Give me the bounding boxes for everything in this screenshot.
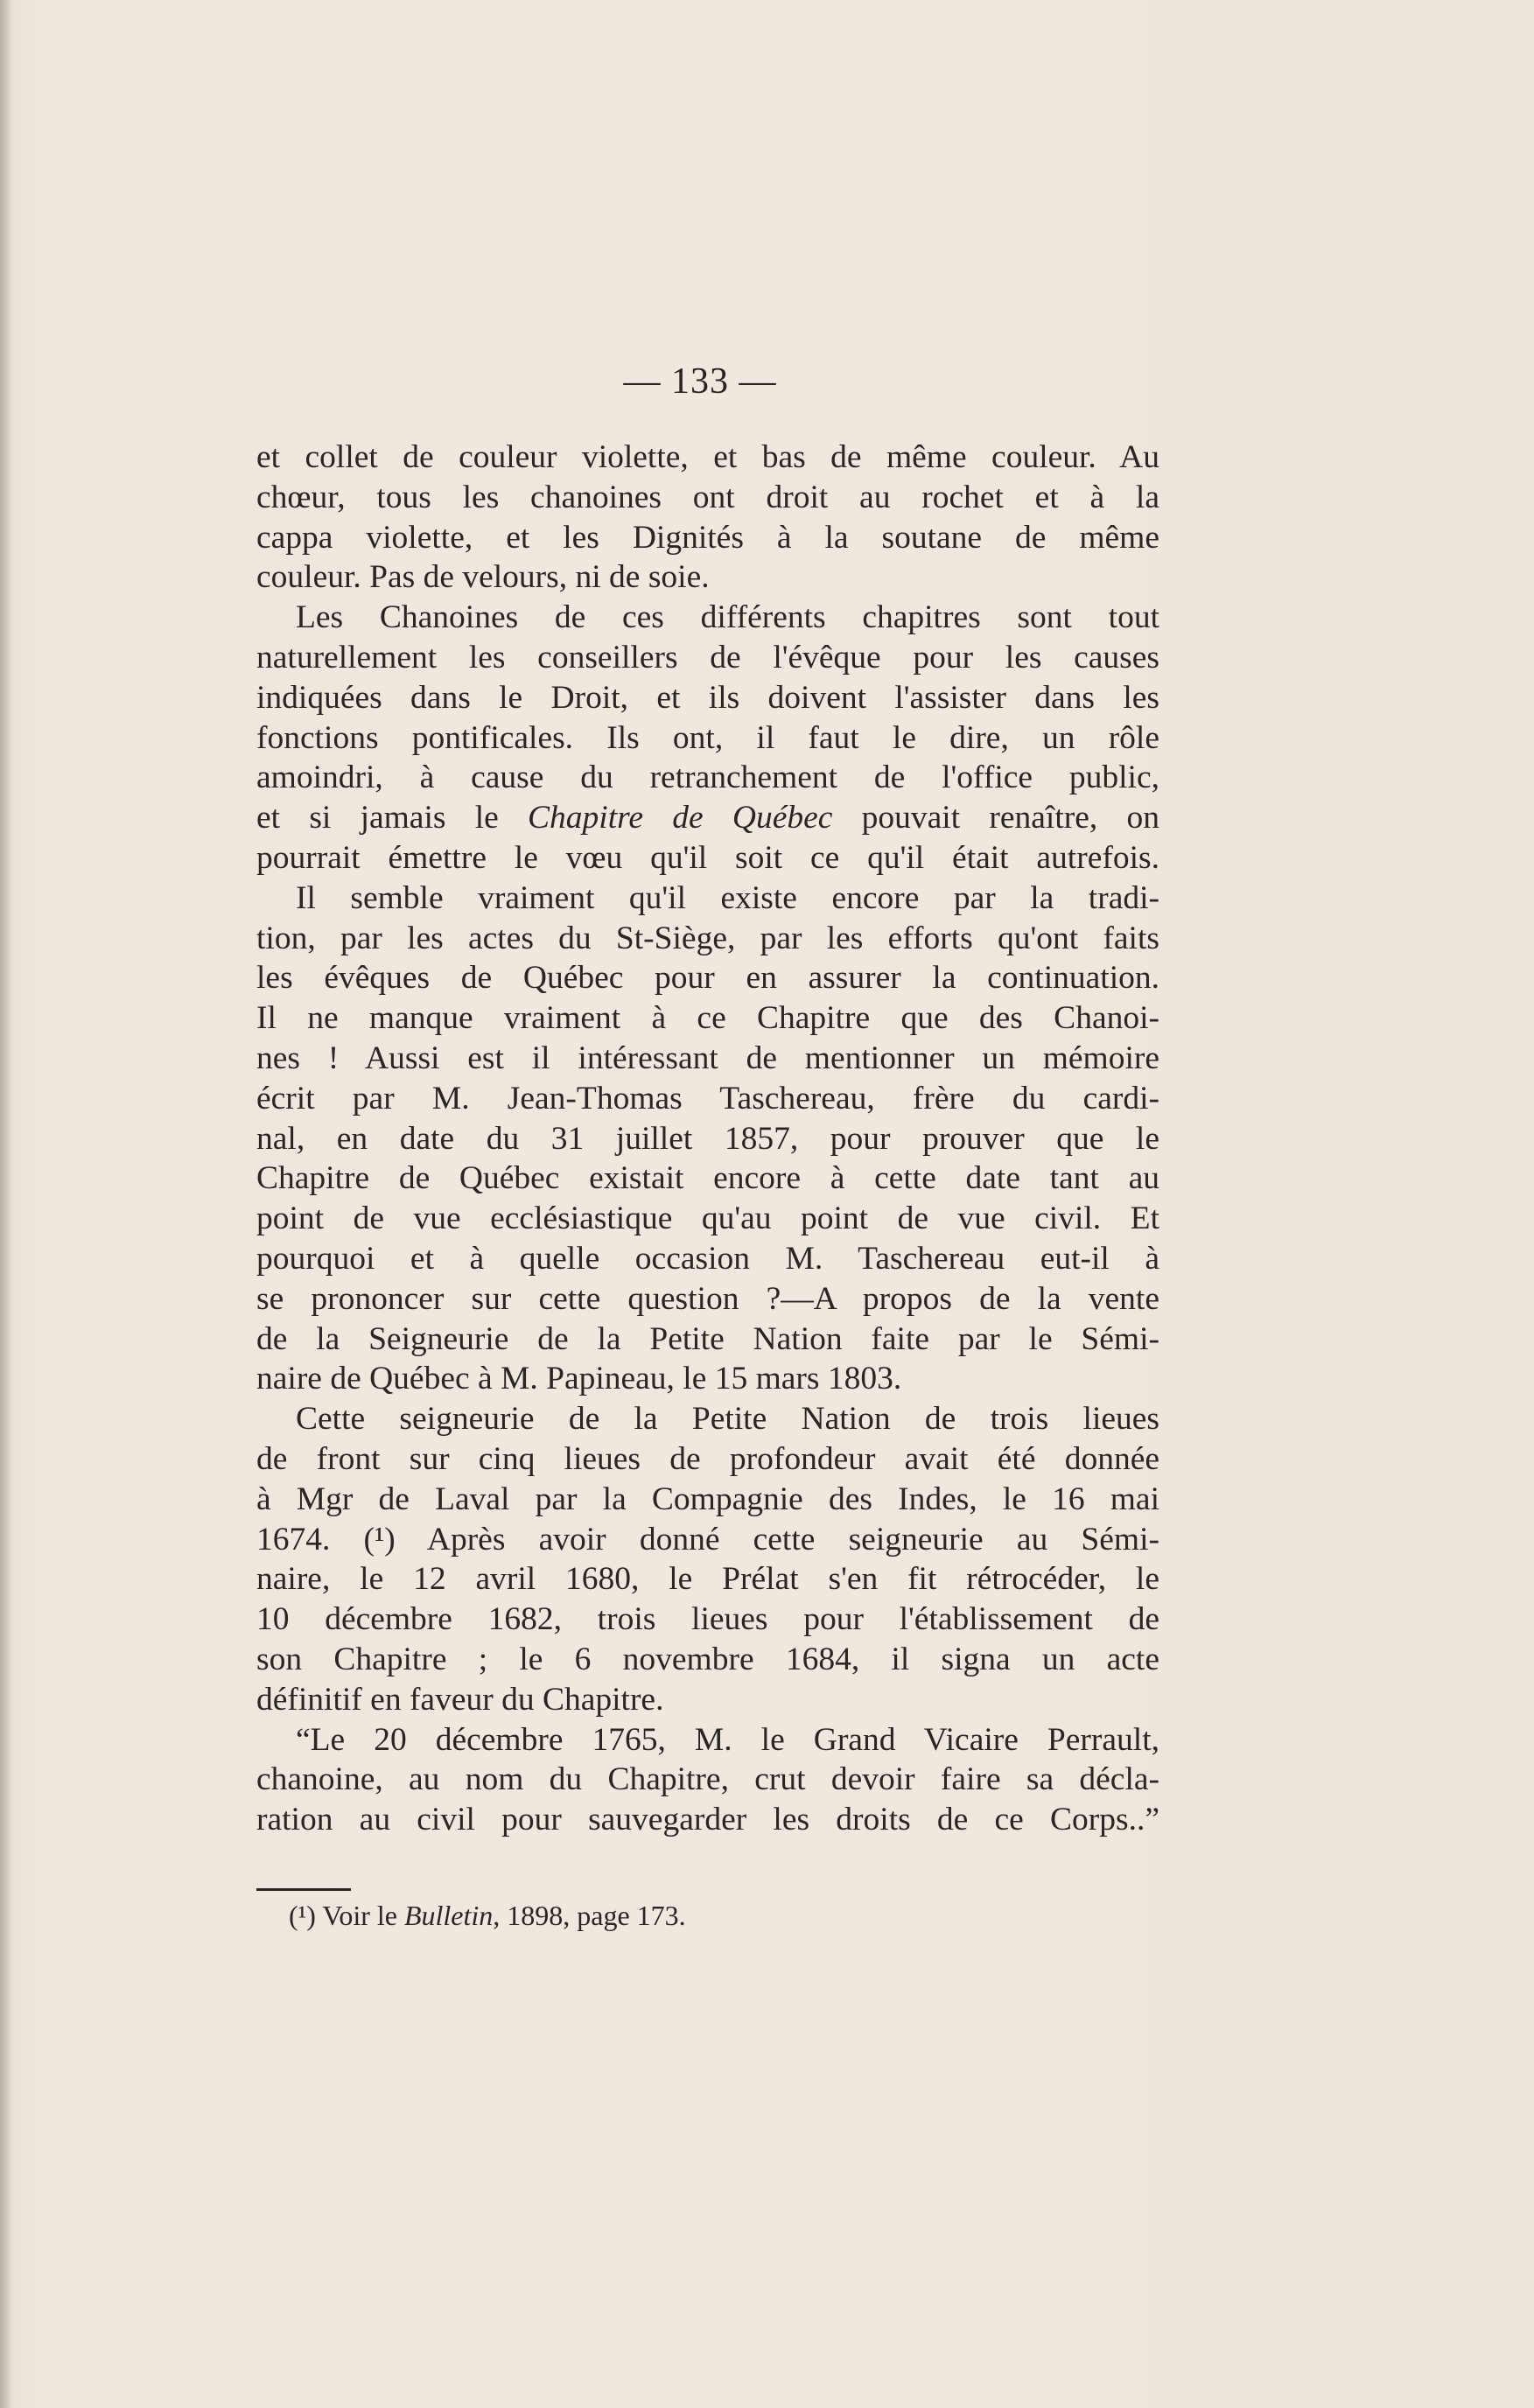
text-line: Il ne manque vraiment à ce Chapitre que des Chanoi-: [256, 1000, 1159, 1037]
footnote-italic-title: Bulletin: [403, 1900, 494, 1931]
text-line: tion, par les actes du St-Siège, par les efforts qu'ont faits: [256, 920, 1159, 956]
text-line: 1674. (¹) Après avoir donné cette seigneurie au Sémi-: [256, 1521, 1159, 1558]
text-line: Chapitre de Québec existait encore à cette date tant au: [256, 1160, 1159, 1197]
text-line: couleur. Pas de velours, ni de soie.: [256, 559, 710, 596]
text-line: naturellement les conseillers de l'évêque pour les causes: [256, 639, 1159, 676]
text-line: se prononcer sur cette question ?—A propos de la vente: [256, 1280, 1159, 1317]
text-line: définitif en faveur du Chapitre.: [256, 1681, 664, 1718]
text-line-segment: et si jamais le: [256, 800, 529, 836]
footnote-marker: (¹): [289, 1900, 316, 1931]
text-line: “Le 20 décembre 1765, M. le Grand Vicaire Perrault,: [296, 1721, 1159, 1758]
text-line: naire, le 12 avril 1680, le Prélat s'en fit rétrocéder, le: [256, 1561, 1159, 1598]
text-line: à Mgr de Laval par la Compagnie des Indes, le 16 mai: [256, 1480, 1159, 1517]
text-line: indiquées dans le Droit, et ils doivent l'assister dans les: [256, 679, 1159, 716]
text-line: naire de Québec à M. Papineau, le 15 mars 1803.: [256, 1361, 902, 1397]
body-text: [256, 438, 1159, 1840]
text-line: pourquoi et à quelle occasion M. Taschereau eut-il à: [256, 1240, 1159, 1277]
text-line: ration au civil pour sauvegarder les droits de ce Corps..”: [256, 1802, 1159, 1838]
text-line: chanoine, au nom du Chapitre, crut devoir faire sa décla-: [256, 1761, 1159, 1798]
text-line: chœur, tous les chanoines ont droit au rochet et à la: [256, 479, 1159, 515]
text-line: fonctions pontificales. Ils ont, il faut le dire, un rôle: [256, 719, 1159, 756]
text-line: et collet de couleur violette, et bas de même couleur. Au: [256, 439, 1159, 475]
footnote-text-before: Voir le: [315, 1900, 404, 1931]
text-line: 10 décembre 1682, trois lieues pour l'établissement de: [256, 1601, 1159, 1638]
text-line-italic-segment: Chapitre de Québec: [528, 800, 833, 836]
text-line: de front sur cinq lieues de profondeur avait été donnée: [256, 1440, 1159, 1477]
footnote-text-after: , 1898, page 173.: [493, 1900, 686, 1931]
text-line: cappa violette, et les Dignités à la soutane de même: [256, 519, 1159, 556]
text-line: de la Seigneurie de la Petite Nation faite par le Sémi-: [256, 1320, 1159, 1357]
text-line: Les Chanoines de ces différents chapitres sont tout: [296, 599, 1159, 636]
text-line: les évêques de Québec pour en assurer la continuation.: [256, 960, 1159, 997]
text-line-segment: pouvait renaître, on: [832, 800, 1159, 836]
text-line: pourrait émettre le vœu qu'il soit ce qu'il était autrefois.: [256, 839, 1159, 876]
footnote: [289, 1897, 686, 1934]
footnote-rule: [256, 1888, 351, 1891]
text-line: nal, en date du 31 juillet 1857, pour prouver que le: [256, 1120, 1159, 1157]
text-line: son Chapitre ; le 6 novembre 1684, il signa un acte: [256, 1641, 1159, 1677]
text-line: écrit par M. Jean-Thomas Taschereau, frère du cardi-: [256, 1080, 1159, 1116]
text-line: [256, 798, 1159, 838]
text-line: point de vue ecclésiastique qu'au point de vue civil. Et: [256, 1200, 1159, 1237]
text-line: nes ! Aussi est il intéressant de mentionner un mémoire: [256, 1040, 1159, 1076]
text-line: Il semble vraiment qu'il existe encore par la tradi-: [296, 879, 1159, 916]
page-number: — 133 —: [623, 361, 777, 402]
text-line: Cette seigneurie de la Petite Nation de trois lieues: [296, 1401, 1159, 1438]
text-line: amoindri, à cause du retranchement de l'office public,: [256, 760, 1159, 796]
